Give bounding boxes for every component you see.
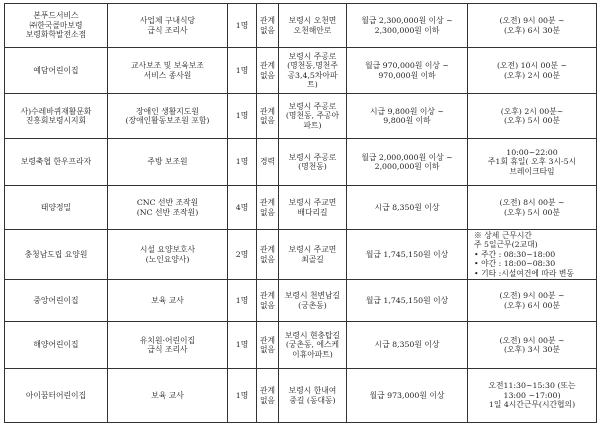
table-row (5, 4, 597, 48)
work-schedule-line: ※ 상세 근무시간 (474, 231, 532, 241)
job-title-line: (노인요양사) (145, 254, 190, 264)
job-title-line: 보육 교사 (151, 390, 184, 400)
career-requirement-line: 없음 (259, 395, 276, 405)
work-location-line: 최골길 (301, 254, 324, 264)
job-listings-table (4, 3, 597, 423)
wage-line: 시급 8,350원 이상 (374, 340, 440, 350)
company-name-line: 보령화학발전소점 (25, 30, 87, 40)
career-requirement-line: 없음 (259, 25, 276, 35)
work-schedule-cell (468, 94, 597, 139)
company-name-line: 예담어린이집 (33, 65, 79, 75)
wage-line: 970,000원 이하 (378, 70, 436, 80)
career-requirement-line: 경력 (259, 157, 276, 167)
career-requirement-line: 없음 (259, 300, 276, 310)
career-requirement-cell (257, 280, 279, 322)
job-title-cell (108, 230, 228, 280)
career-requirement-line: 관계 (259, 198, 276, 208)
wage-line: 시급 8,350원 이상 (374, 202, 440, 212)
work-location-line: (명천동) (298, 162, 327, 171)
career-requirement-line: 없음 (259, 207, 276, 217)
job-title-line: 급식 조리사 (147, 25, 188, 35)
wage-cell (347, 139, 468, 186)
work-schedule-cell (468, 322, 597, 369)
work-location-cell (279, 322, 347, 369)
headcount-cell: 1명 (228, 369, 257, 423)
career-requirement-cell (257, 230, 279, 280)
company-name-line: 해양어린이집 (33, 340, 79, 350)
job-title-line: 장애인 생활지도원 (136, 106, 199, 116)
work-schedule-line: (오후) 5시 00분 (503, 207, 561, 217)
company-name-cell (5, 322, 108, 369)
job-title-cell (108, 4, 228, 48)
work-schedule-cell (468, 280, 597, 322)
work-location-line: 보령시 한내여 (288, 386, 337, 396)
company-name-line: ㈜한국콜마보령 (29, 20, 83, 30)
work-schedule-line: (오후) 6시 00분 (503, 300, 561, 310)
table-row (5, 322, 597, 369)
career-requirement-line: 관계 (259, 245, 276, 255)
work-schedule-line: 브레이크타임 (509, 166, 555, 176)
career-requirement-line: 없음 (259, 345, 276, 354)
job-title-line: (장애인활동보조원 포함) (125, 116, 210, 125)
work-location-line: (명천동,명천주 (287, 61, 338, 71)
company-name-line: 진흥회보령시지회 (25, 116, 87, 125)
career-requirement-line: 없음 (259, 70, 276, 80)
wage-cell (347, 4, 468, 48)
career-requirement-cell (257, 186, 279, 230)
wage-cell (347, 230, 468, 280)
job-title-line: 시설 요양보호사 (139, 245, 196, 255)
company-name-line: 본푸드서비스 (33, 11, 79, 21)
company-name-cell (5, 369, 108, 423)
work-location-line: 공3,4,5차아파 (287, 70, 338, 80)
wage-line: 월급 970,000원 이상 ~ (365, 61, 449, 71)
company-name-cell (5, 48, 108, 94)
company-name-cell (5, 139, 108, 186)
work-schedule-cell (468, 139, 597, 186)
work-schedule-cell (468, 230, 597, 280)
work-schedule-line: 10:00~22:00 (506, 147, 558, 157)
headcount-cell: 1명 (228, 48, 257, 94)
career-requirement-line: 관계 (259, 335, 276, 345)
wage-cell (347, 48, 468, 94)
work-schedule-line: (오전) 8시 00분 ~ (499, 198, 565, 208)
work-schedule-line: 주1회 휴일( 오후 3시-5시 (487, 157, 577, 167)
company-name-cell (5, 280, 108, 322)
wage-line: 시급 9,800원 이상 ~ (370, 106, 444, 116)
job-title-line: 사업체 구내식당 (139, 16, 196, 26)
work-schedule-line: (오전) 9시 00분 ~ (499, 335, 565, 345)
wage-line: 9,800원 이하 (383, 116, 431, 125)
work-schedule-cell (468, 186, 597, 230)
wage-line: 월급 1,745,150원 이상 (365, 249, 449, 259)
company-name-line: 중앙어린이집 (33, 295, 79, 305)
career-requirement-cell (257, 322, 279, 369)
work-location-line: 보령시 천변남길 (284, 291, 341, 301)
work-location-line: 보령시 주교면 (288, 245, 337, 255)
job-title-line: 교사보조 및 보육보조 (131, 61, 204, 71)
work-schedule-line: (오전) 9시 00분 ~ (499, 16, 565, 26)
headcount-cell: 1명 (228, 94, 257, 139)
work-schedule-line: (오전) 9시 00분 ~ (499, 291, 565, 301)
work-schedule-cell (468, 4, 597, 48)
career-requirement-line: 관계 (259, 291, 276, 301)
work-location-line: 보령시 오천면 (288, 16, 337, 26)
company-name-line: 충청남도립 요양원 (24, 249, 88, 259)
wage-cell (347, 94, 468, 139)
wage-line: 2,300,000원 이하 (374, 25, 440, 35)
career-requirement-cell (257, 94, 279, 139)
job-title-line: CNC 선반 조작원 (136, 198, 199, 208)
wage-line: 월급 973,000원 이상 (369, 390, 445, 400)
career-requirement-line: 관계 (259, 61, 276, 71)
work-schedule-line: 13:00 ~17:00) (503, 390, 561, 400)
wage-line: 월급 2,000,000원 이상 ~ (361, 152, 453, 162)
work-schedule-cell (468, 48, 597, 94)
job-title-line: 보육 교사 (151, 295, 184, 305)
career-requirement-cell (257, 139, 279, 186)
work-location-cell (279, 48, 347, 94)
work-schedule-line: • 주간 : 08:30~18:00 (474, 249, 556, 259)
company-name-cell (5, 186, 108, 230)
career-requirement-line: 관계 (259, 386, 276, 396)
company-name-line: 사)수레바퀴재활문화 (20, 106, 92, 116)
wage-cell (347, 322, 468, 369)
headcount-cell: 1명 (228, 322, 257, 369)
table-row (5, 280, 597, 322)
headcount-cell: 1명 (228, 139, 257, 186)
work-location-line: (궁촌동, 에스케 (285, 340, 340, 350)
job-title-line: 유치원·어린이집 (139, 335, 196, 345)
wage-cell (347, 186, 468, 230)
table-row (5, 186, 597, 230)
table-row (5, 94, 597, 139)
work-schedule-line: (오후) 6시 30분 (503, 25, 561, 35)
work-location-cell (279, 280, 347, 322)
work-schedule-line: (오후) 2시 00분~ (500, 106, 564, 116)
company-name-cell (5, 230, 108, 280)
job-title-line: 급식 조리사 (147, 345, 188, 354)
wage-line: 월급 1,745,150원 이상 (365, 295, 449, 305)
job-title-cell (108, 186, 228, 230)
career-requirement-cell (257, 4, 279, 48)
career-requirement-line: 없음 (259, 116, 276, 125)
work-schedule-line: (오후) 3시 30분 (503, 345, 561, 354)
job-title-line: (NC 선반 조작원) (136, 207, 199, 217)
company-name-line: 아이꿈터어린이집 (25, 390, 87, 400)
work-schedule-line: 오전11:30~15:30 (또는 (488, 381, 576, 391)
job-title-cell (108, 280, 228, 322)
table-row (5, 369, 597, 423)
career-requirement-line: 관계 (259, 106, 276, 116)
work-schedule-line: (오후) 5시 00분 (503, 116, 561, 125)
work-location-line: 보령시 주교면 (288, 198, 337, 208)
job-title-cell (108, 94, 228, 139)
work-location-line: 오천해안로 (293, 25, 332, 35)
wage-line: 월급 2,300,000원 이상 ~ (361, 16, 453, 26)
work-location-line: 이휴아파트) (292, 349, 333, 359)
headcount-cell: 4명 (228, 186, 257, 230)
work-schedule-line: • 야간 : 18:00~08:30 (474, 259, 556, 269)
work-location-cell (279, 230, 347, 280)
work-location-cell (279, 369, 347, 423)
career-requirement-cell (257, 48, 279, 94)
work-location-cell (279, 94, 347, 139)
work-location-line: 보령시 주공로 (288, 152, 337, 162)
work-schedule-cell (468, 369, 597, 423)
job-title-cell (108, 369, 228, 423)
headcount-cell: 1명 (228, 4, 257, 48)
job-title-line: 서비스 종사원 (143, 70, 192, 80)
company-name-cell (5, 94, 108, 139)
work-schedule-line: 1일 4시간근무(시간협의) (488, 400, 576, 410)
table-row (5, 139, 597, 186)
work-location-line: (궁촌동) (298, 300, 327, 310)
table-row (5, 230, 597, 280)
wage-line: 2,000,000원 이하 (374, 162, 440, 171)
work-location-line: 배다리길 (297, 207, 328, 217)
career-requirement-line: 없음 (259, 254, 276, 264)
headcount-cell: 1명 (228, 280, 257, 322)
work-location-cell (279, 4, 347, 48)
job-title-cell (108, 139, 228, 186)
career-requirement-cell (257, 369, 279, 423)
work-location-line: 보령시 현충탑길 (284, 330, 341, 340)
work-location-cell (279, 139, 347, 186)
table-row (5, 48, 597, 94)
job-title-cell (108, 48, 228, 94)
company-name-cell (5, 4, 108, 48)
job-title-cell (108, 322, 228, 369)
work-location-line: (명천동, 주공아 (285, 111, 340, 121)
work-location-line: 보령시 주공로 (288, 51, 337, 61)
work-location-line: 보령시 주공로 (288, 101, 337, 111)
work-location-line: 트) (307, 79, 318, 89)
job-title-line: 주방 보조원 (147, 157, 188, 167)
headcount-cell: 2명 (228, 230, 257, 280)
career-requirement-line: 관계 (259, 16, 276, 26)
wage-cell (347, 280, 468, 322)
work-schedule-line: (오전) 10시 00분 ~ (496, 61, 568, 71)
wage-cell (347, 369, 468, 423)
work-schedule-line: • 기타 :시설여건에 따라 변동 (474, 268, 574, 278)
work-schedule-line: 주 5일근무(2교대) (474, 240, 538, 250)
company-name-line: 보령축협 한우프라자 (20, 157, 92, 167)
work-location-cell (279, 186, 347, 230)
work-location-line: 파트) (303, 120, 322, 130)
work-schedule-line: (오후) 2시 00분 (503, 70, 561, 80)
company-name-line: 태양정밀 (40, 202, 72, 212)
work-location-line: 중길 (동대동) (289, 395, 336, 405)
